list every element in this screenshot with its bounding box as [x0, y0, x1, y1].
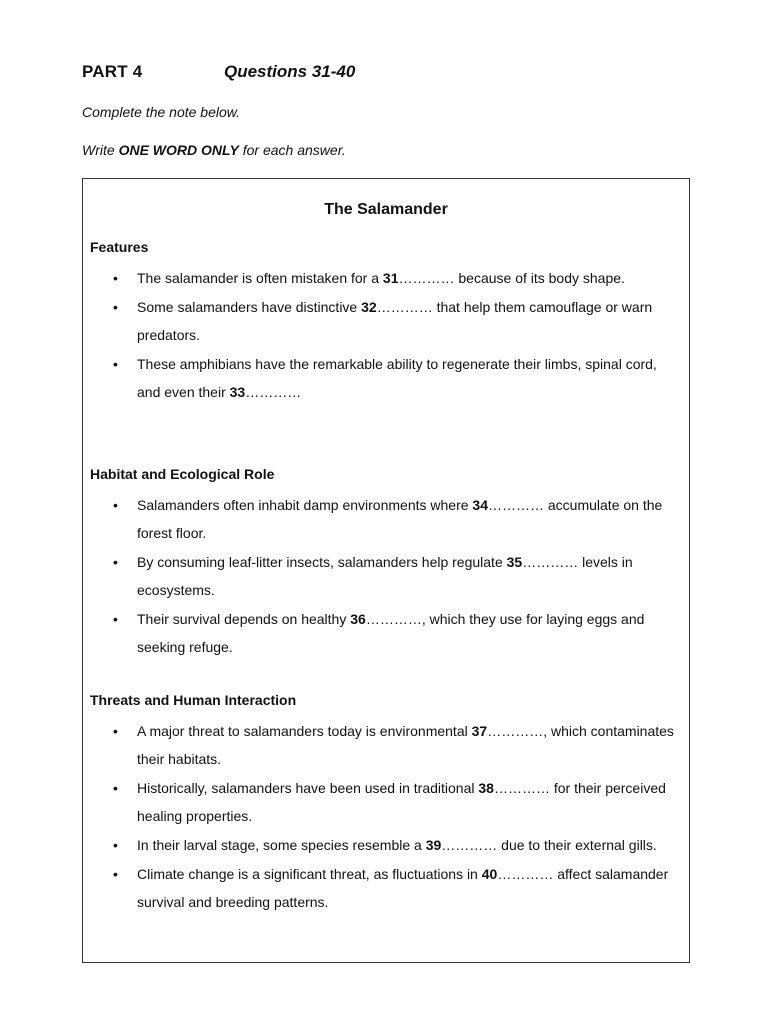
instruction-word-limit	[82, 142, 346, 158]
bullet-icon: •	[113, 270, 118, 286]
question-number: 32	[361, 299, 377, 315]
note-title: The Salamander	[324, 201, 448, 218]
bullet-icon: •	[113, 299, 118, 315]
list-item-q40: • Climate change is a significant threat, as fluctuations in 40………… affect salamander survival and breeding patterns.	[83, 860, 689, 916]
question-number: 33	[229, 384, 246, 400]
questions-range: Questions 31-40	[224, 62, 356, 81]
instruction-word-limit-emphasis: ONE WORD ONLY	[118, 142, 239, 158]
list-item-q33: • These amphibians have the remarkable ability to regenerate their limbs, spinal cord, and even their 33…………	[83, 350, 689, 406]
list-item-q32: • Some salamanders have distinctive 32………… that help them camouflage or warn predators.	[83, 293, 689, 349]
list-item-q39: • In their larval stage, some species resemble a 39………… due to their external gills.	[83, 831, 689, 859]
question-number: 39	[425, 837, 442, 853]
list-item-q34: • Salamanders often inhabit damp environments where 34………… accumulate on the forest floor.	[83, 491, 689, 547]
instruction-text-pre: Write	[82, 142, 119, 158]
question-number: 34	[472, 497, 488, 513]
bullet-icon: •	[113, 611, 118, 627]
list-item-q36: • Their survival depends on healthy 36…………, which they use for laying eggs and seeking refuge.	[83, 605, 689, 661]
threats-list	[83, 717, 689, 917]
question-number: 36	[350, 611, 366, 627]
list-item-q31: • The salamander is often mistaken for a 31………… because of its body shape.	[83, 264, 689, 292]
habitat-list	[83, 491, 689, 662]
instruction-text-post: for each answer.	[238, 142, 346, 158]
bullet-icon: •	[113, 497, 118, 513]
question-number: 31	[382, 270, 399, 286]
section-heading-features: Features	[90, 239, 149, 255]
note-box	[82, 178, 690, 963]
bullet-icon: •	[113, 723, 118, 739]
list-item-q37: • A major threat to salamanders today is environmental 37…………, which contaminates their habitats.	[83, 717, 689, 773]
section-heading-threats: Threats and Human Interaction	[90, 692, 297, 708]
part-label: PART 4	[82, 62, 143, 81]
page-header	[82, 62, 702, 88]
question-number: 38	[478, 780, 494, 796]
list-item-q35: • By consuming leaf-litter insects, salamanders help regulate 35………… levels in ecosystems.	[83, 548, 689, 604]
question-number: 37	[471, 723, 488, 739]
question-number: 35	[506, 554, 523, 570]
bullet-icon: •	[113, 780, 118, 796]
bullet-icon: •	[113, 866, 118, 882]
bullet-icon: •	[113, 837, 118, 853]
section-heading-habitat: Habitat and Ecological Role	[90, 466, 275, 482]
list-item-q38: • Historically, salamanders have been used in traditional 38………… for their perceived healing properties.	[83, 774, 689, 830]
bullet-icon: •	[113, 554, 118, 570]
instruction-complete: Complete the note below.	[82, 104, 240, 120]
question-number: 40	[481, 866, 498, 882]
features-list	[83, 264, 689, 407]
bullet-icon: •	[113, 356, 118, 372]
